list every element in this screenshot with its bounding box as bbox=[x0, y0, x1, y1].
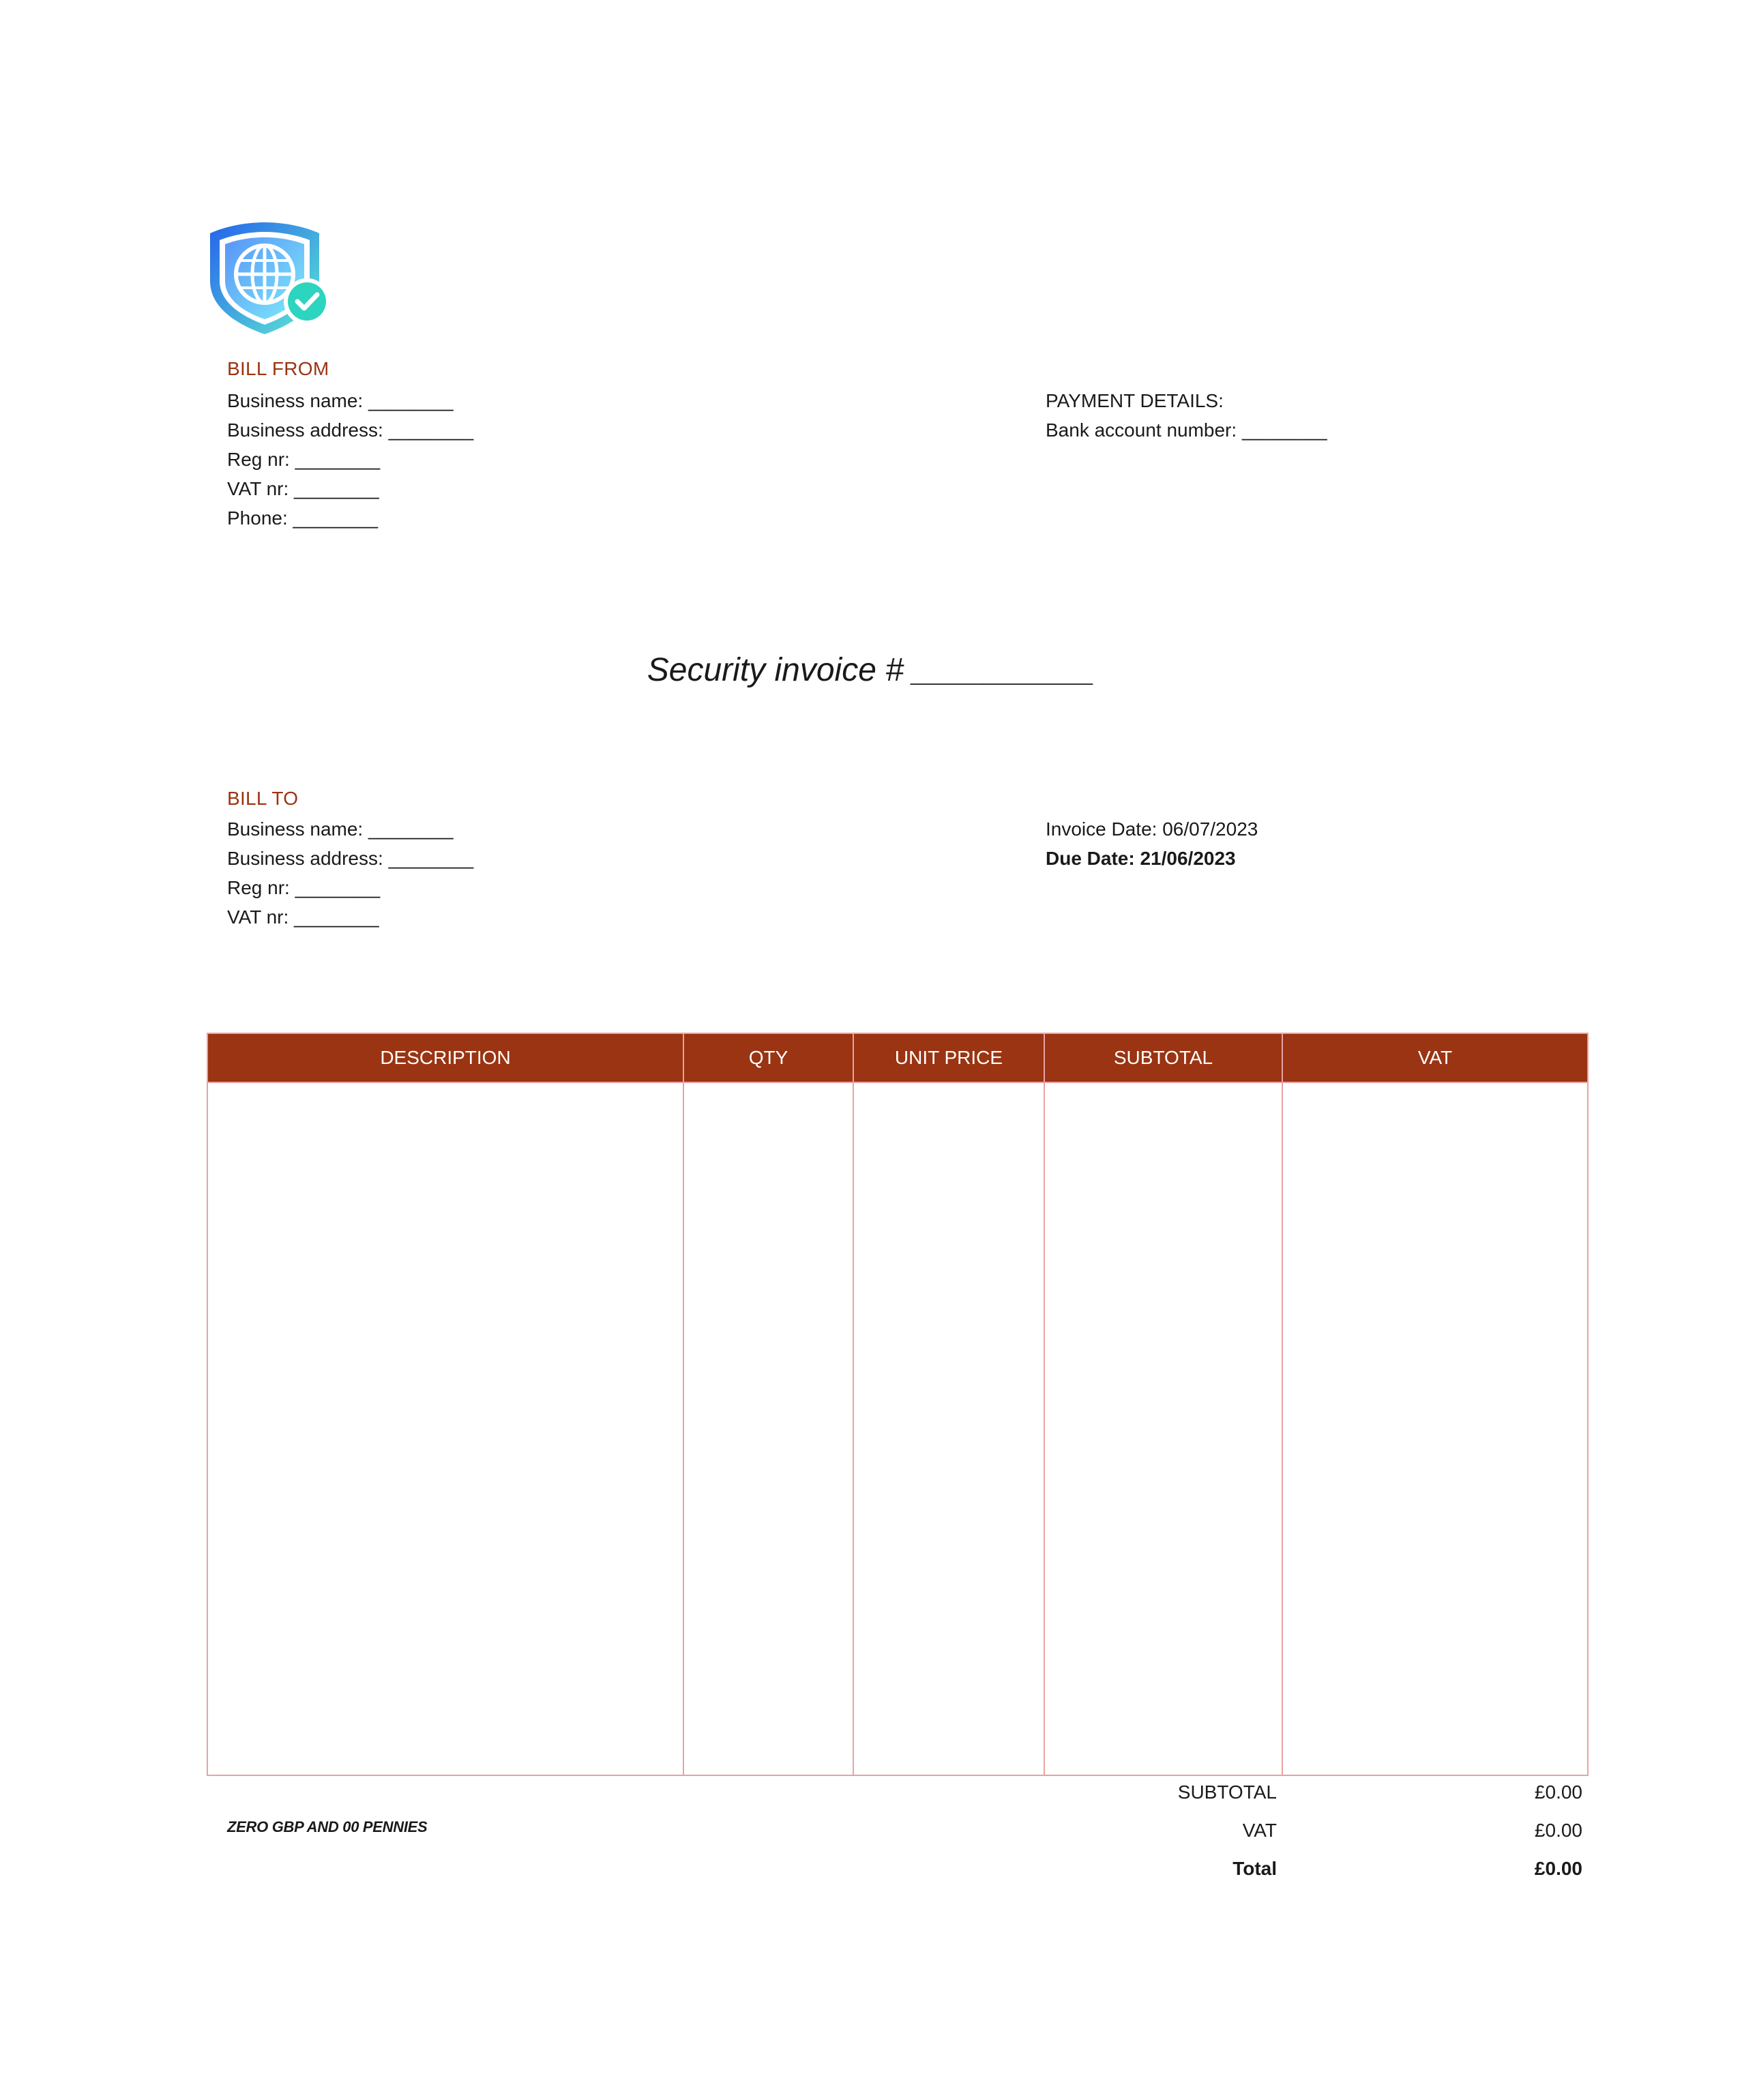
due-date: Due Date: 21/06/2023 bbox=[1046, 848, 1236, 869]
bank-account-number: Bank account number: ________ bbox=[1046, 419, 1327, 441]
invoice-dates bbox=[1046, 814, 1258, 873]
vat-label: VAT bbox=[1242, 1820, 1277, 1841]
vat-value: £0.00 bbox=[1534, 1820, 1582, 1841]
bill-to-details bbox=[227, 814, 473, 932]
subtotal-cell[interactable] bbox=[1044, 1082, 1282, 1775]
payment-details-title: PAYMENT DETAILS: bbox=[1046, 390, 1224, 411]
unit-price-cell[interactable] bbox=[853, 1082, 1044, 1775]
table-row bbox=[207, 1082, 1588, 1775]
subtotal-label: SUBTOTAL bbox=[1177, 1781, 1277, 1803]
column-header-vat: VAT bbox=[1282, 1033, 1588, 1082]
column-header-description: DESCRIPTION bbox=[207, 1033, 683, 1082]
column-header-qty: QTY bbox=[683, 1033, 853, 1082]
total-value: £0.00 bbox=[1534, 1858, 1582, 1879]
bill-from-title: BILL FROM bbox=[227, 358, 329, 379]
table-header-row bbox=[207, 1033, 1588, 1082]
column-header-unit-price: UNIT PRICE bbox=[853, 1033, 1044, 1082]
column-header-subtotal: SUBTOTAL bbox=[1044, 1033, 1282, 1082]
bill-from-business-address: Business address: ________ bbox=[227, 419, 474, 441]
amount-in-words: ZERO GBP AND 00 PENNIES bbox=[227, 1818, 428, 1835]
qty-cell[interactable] bbox=[683, 1082, 853, 1775]
company-logo bbox=[205, 218, 341, 341]
bill-to-vat-nr: VAT nr: ________ bbox=[227, 906, 379, 928]
bill-from-reg-nr: Reg nr: ________ bbox=[227, 449, 381, 470]
shield-globe-check-icon bbox=[205, 218, 341, 341]
total-label: Total bbox=[1232, 1858, 1277, 1879]
bill-from-business-name: Business name: ________ bbox=[227, 390, 454, 411]
bill-from-phone: Phone: ________ bbox=[227, 507, 379, 529]
bill-to-business-address: Business address: ________ bbox=[227, 848, 474, 869]
description-cell[interactable] bbox=[207, 1082, 683, 1775]
vat-cell[interactable] bbox=[1282, 1082, 1588, 1775]
invoice-date: Invoice Date: 06/07/2023 bbox=[1046, 818, 1258, 840]
invoice-title: Security invoice # __________ bbox=[647, 652, 1095, 688]
bill-to-reg-nr: Reg nr: ________ bbox=[227, 877, 381, 898]
bill-from-details bbox=[227, 386, 473, 533]
payment-details bbox=[1046, 386, 1327, 445]
subtotal-value: £0.00 bbox=[1534, 1781, 1582, 1803]
bill-to-business-name: Business name: ________ bbox=[227, 818, 454, 840]
bill-from-vat-nr: VAT nr: ________ bbox=[227, 478, 379, 499]
line-items-table bbox=[207, 1033, 1589, 1776]
bill-to-title: BILL TO bbox=[227, 788, 299, 809]
